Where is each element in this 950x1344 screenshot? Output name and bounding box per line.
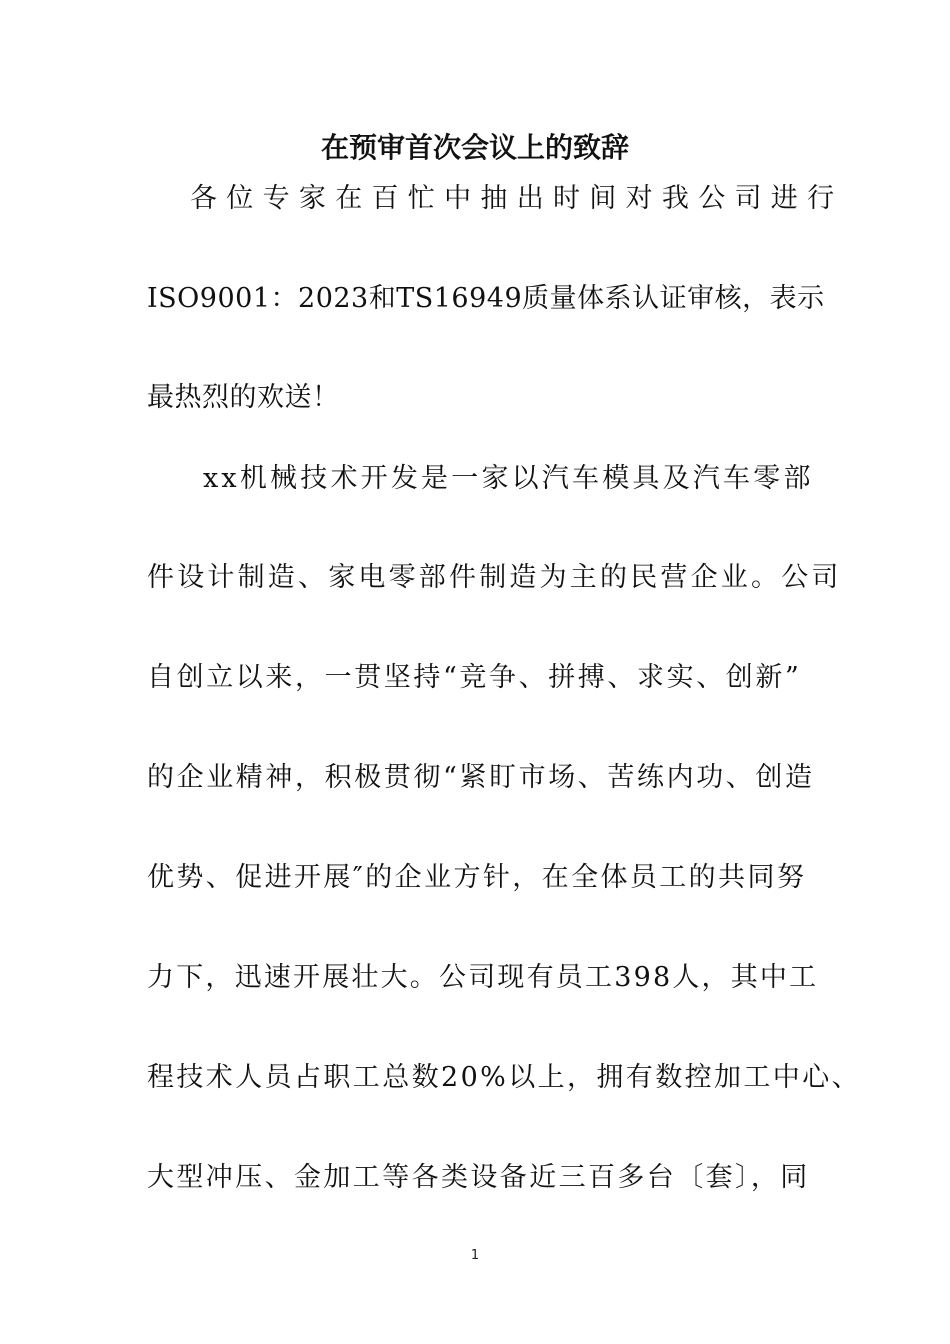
body-line-3: 最热烈的欢送！: [147, 382, 340, 413]
body-line-4: xx机械技术开发是一家以汽车模具及汽车零部: [203, 463, 814, 494]
body-line-7: 的企业精神，积极贯彻“紧盯市场、苦练内功、创造: [147, 762, 815, 793]
body-line-9: 力下，迅速开展壮大。公司现有员工398人，其中工: [147, 962, 819, 993]
page-number: 1: [470, 1248, 480, 1263]
body-line-8: 优势、促进开展″的企业方针，在全体员工的共同努: [147, 862, 807, 893]
body-line-2: ISO9001：2023和TS16949质量体系认证审核，表示: [147, 283, 825, 314]
document-title: 在预审首次会议上的致辞: [320, 131, 629, 164]
body-line-11: 大型冲压、金加工等各类设备近三百多台〔套〕，同: [147, 1162, 810, 1193]
body-line-10: 程技术人员占职工总数20%以上，拥有数控加工中心、: [147, 1062, 862, 1093]
body-line-6: 自创立以来，一贯坚持“竞争、拼搏、求实、创新”: [147, 662, 802, 693]
body-line-5: 件设计制造、家电零部件制造为主的民营企业。公司: [147, 562, 842, 593]
body-line-1: 各位专家在百忙中抽出时间对我公司进行: [190, 183, 844, 214]
